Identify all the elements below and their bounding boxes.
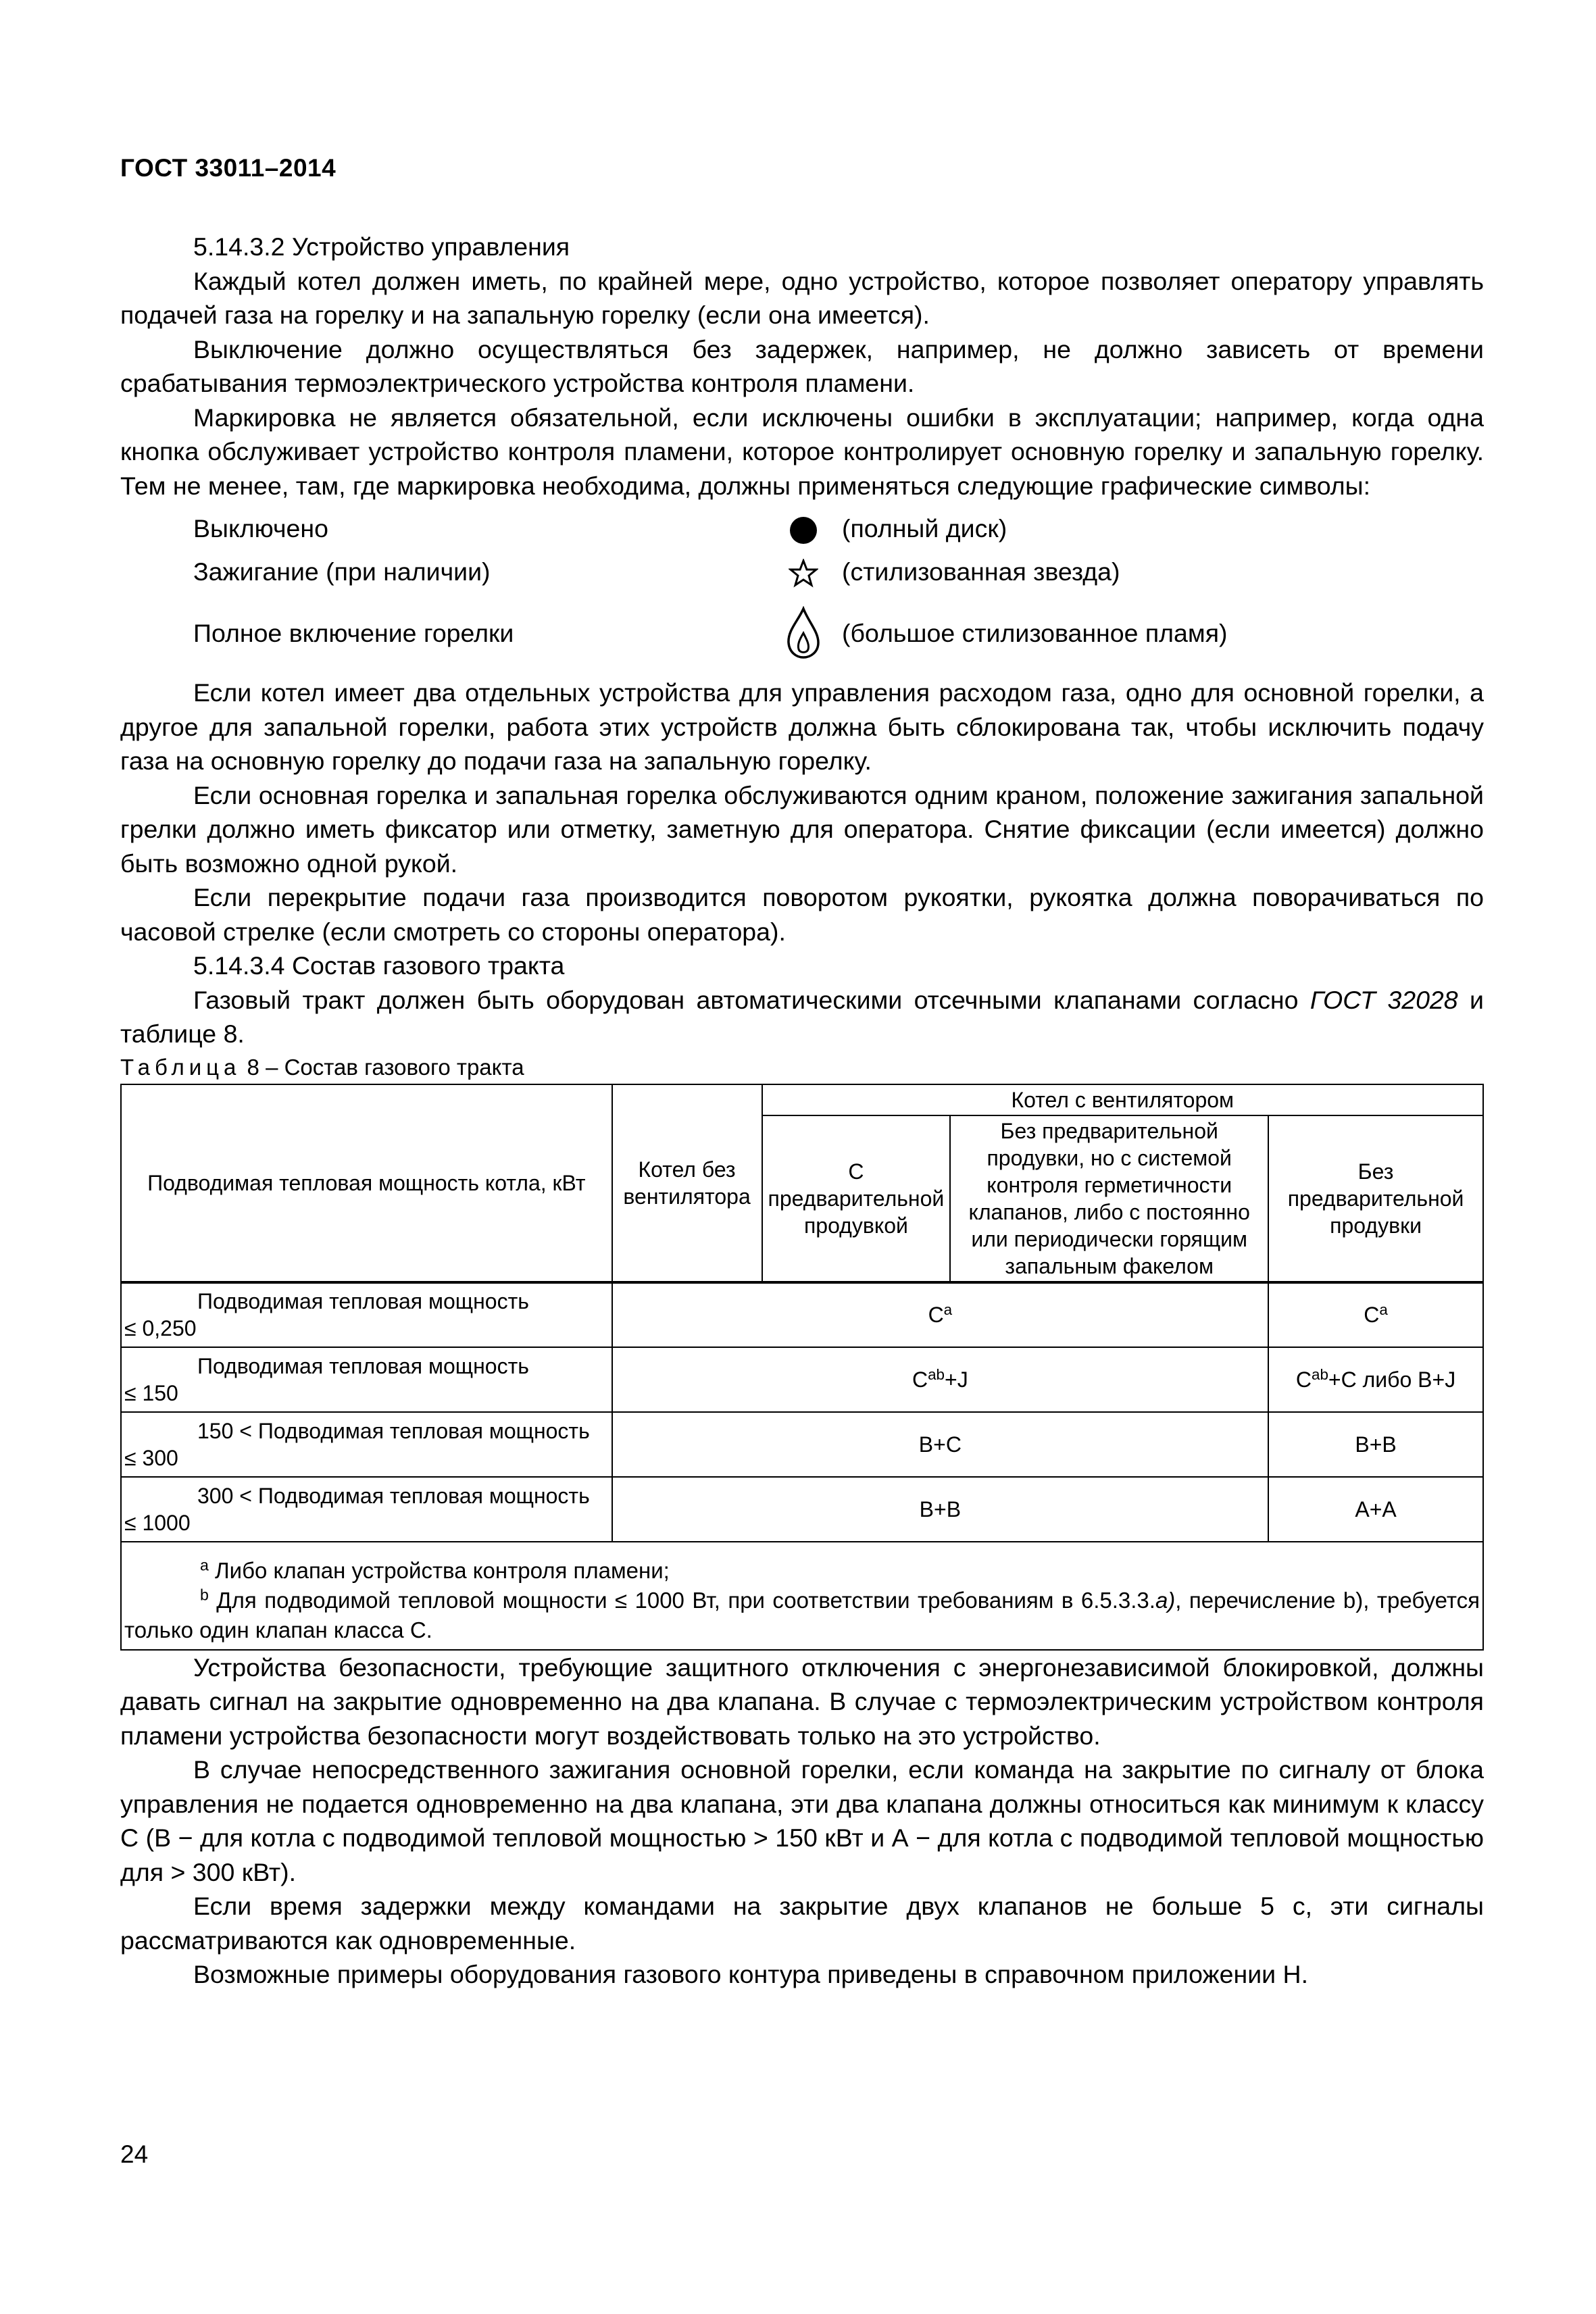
table-caption: Таблица 8 – Состав газового тракта	[120, 1054, 524, 1080]
header-with-fan: Котел с вентилятором	[762, 1084, 1483, 1115]
table-row	[121, 1282, 1483, 1347]
row-value-last: $C^{ab}+C$ либо B+J	[1268, 1347, 1483, 1412]
row-value-main: B+C	[612, 1412, 1269, 1477]
symbol-row	[120, 593, 1484, 673]
table-row	[121, 1477, 1483, 1542]
table-notes	[121, 1542, 1483, 1650]
row-value-main: $C^{ab}+J$	[612, 1347, 1269, 1412]
filled-disc-icon	[789, 515, 818, 545]
row-label: 150 < Подводимая тепловая мощность ≤ 300	[121, 1412, 612, 1477]
paragraph: Если перекрытие подачи газа производится поворотом рукоятки, рукоятка должна поворачиваться по часовой стрелке (если смотреть со стороны оператора).	[120, 883, 1484, 946]
header-no-fan: Котел без вентилятора	[612, 1084, 762, 1282]
table-header-row	[121, 1084, 1483, 1115]
symbol-description: (полный диск)	[842, 513, 1007, 543]
symbol-description: (стилизованная звезда)	[842, 557, 1120, 586]
header-prepurge: С предварительной продувкой	[762, 1115, 951, 1282]
large-stylized-flame-icon	[784, 606, 822, 660]
note-a: $^a$ Либо клапан устройства контроля пламени;	[200, 1555, 670, 1583]
header-no-prepurge: Без предварительной продувки	[1268, 1115, 1483, 1282]
row-value-last: B+B	[1268, 1412, 1483, 1477]
section-title-gas-path: 5.14.3.4 Состав газового тракта	[193, 951, 565, 980]
paragraph: Если время задержки между командами на закрытие двух клапанов не больше 5 с, эти сигналы рассматриваются как одновременные.	[120, 1892, 1484, 1955]
table-row	[121, 1412, 1483, 1477]
paragraph: В случае непосредственного зажигания основной горелки, если команда на закрытие по сигналу от блока управления не подается одновременно на два клапана, эти два клапана должны относиться как минимум к классу С (В − для котла с подводимой тепловой мощностью > 150 кВт и А − для котла с подводимой тепловой мощностью для > 300 кВт).	[120, 1755, 1484, 1886]
row-value-last: $C^a$	[1268, 1282, 1483, 1347]
paragraph: Выключение должно осуществляться без задержек, например, не должно зависеть от времени срабатывания термоэлектрического устройства контроля пламени.	[120, 334, 1484, 397]
paragraph: Если основная горелка и запальная горелка обслуживаются одним краном, положение зажигания запальной грелки должно иметь фиксатор или отметку, заметную для оператора. Снятие фиксации (если имеется) должно быть возможно одной рукой.	[120, 780, 1484, 878]
standard-reference: ГОСТ 32028	[1310, 985, 1458, 1014]
stylized-star-icon	[789, 559, 818, 588]
gas-path-table	[120, 1084, 1484, 1651]
row-label: Подводимая тепловая мощность ≤ 150	[121, 1347, 612, 1412]
row-value-main: B+B	[612, 1477, 1269, 1542]
symbol-label: Выключено	[193, 513, 328, 543]
row-value-main: $C^a$	[612, 1282, 1269, 1347]
section-title-control-device: 5.14.3.2 Устройство управления	[193, 232, 570, 261]
standard-header: ГОСТ 33011–2014	[120, 154, 336, 182]
row-label: Подводимая тепловая мощность ≤ 0,250	[121, 1282, 612, 1347]
page-number: 24	[120, 2140, 149, 2168]
row-value-last: A+A	[1268, 1477, 1483, 1542]
paragraph: Каждый котел должен иметь, по крайней мере, одно устройство, которое позволяет оператору управлять подачей газа на горелку и на запальную горелку (если она имеется).	[120, 266, 1484, 329]
table-row	[121, 1347, 1483, 1412]
paragraph-gas-path: Газовый тракт должен быть оборудован автоматическими отсечными клапанами согласно ГОСТ 32028 и таблице 8.	[120, 985, 1484, 1048]
paragraph: Устройства безопасности, требующие защитного отключения с энергонезависимой блокировкой, должны давать сигнал на закрытие одновременно на два клапана. В случае с термоэлектрическим устройством контроля пламени устройства безопасности могут воздействовать только на это устройство.	[120, 1653, 1484, 1750]
symbol-description: (большое стилизованное пламя)	[842, 618, 1228, 647]
graphic-symbols-list	[120, 507, 1484, 673]
table-notes-row	[121, 1542, 1483, 1650]
symbol-label: Полное включение горелки	[193, 618, 514, 647]
header-no-prepurge-with-control: Без предварительной продувки, но с системой контроля герметичности клапанов, либо с постоянно или периодически горящим запальным факелом	[950, 1115, 1268, 1282]
paragraph: Возможные примеры оборудования газового контура приведены в справочном приложении Н.	[193, 1960, 1309, 1988]
paragraph: Если котел имеет два отдельных устройства для управления расходом газа, одно для основной горелки, а другое для запальной горелки, работа этих устройств должна быть сблокирована так, чтобы исключить подачу газа на основную горелку до подачи газа на запальную горелку.	[120, 678, 1484, 775]
row-label: 300 < Подводимая тепловая мощность ≤ 1000	[121, 1477, 612, 1542]
note-b: $^b$ Для подводимой тепловой мощности ≤ 1000 Вт, при соответствии требованиям в 6.5.3.3.a), перечисление b), требуется только один клапан класса С.	[124, 1585, 1480, 1642]
header-power: Подводимая тепловая мощность котла, кВт	[121, 1084, 612, 1282]
document-body	[120, 230, 1484, 1992]
symbol-label: Зажигание (при наличии)	[193, 557, 491, 586]
symbol-row	[120, 507, 1484, 550]
paragraph: Маркировка не является обязательной, если исключены ошибки в эксплуатации; например, когда одна кнопка обслуживает устройство контроля пламени, которое контролирует основную горелку и запальную горелку. Тем не менее, там, где маркировка необходима, должны применяться следующие графические символы:	[120, 403, 1484, 500]
symbol-row	[120, 550, 1484, 593]
